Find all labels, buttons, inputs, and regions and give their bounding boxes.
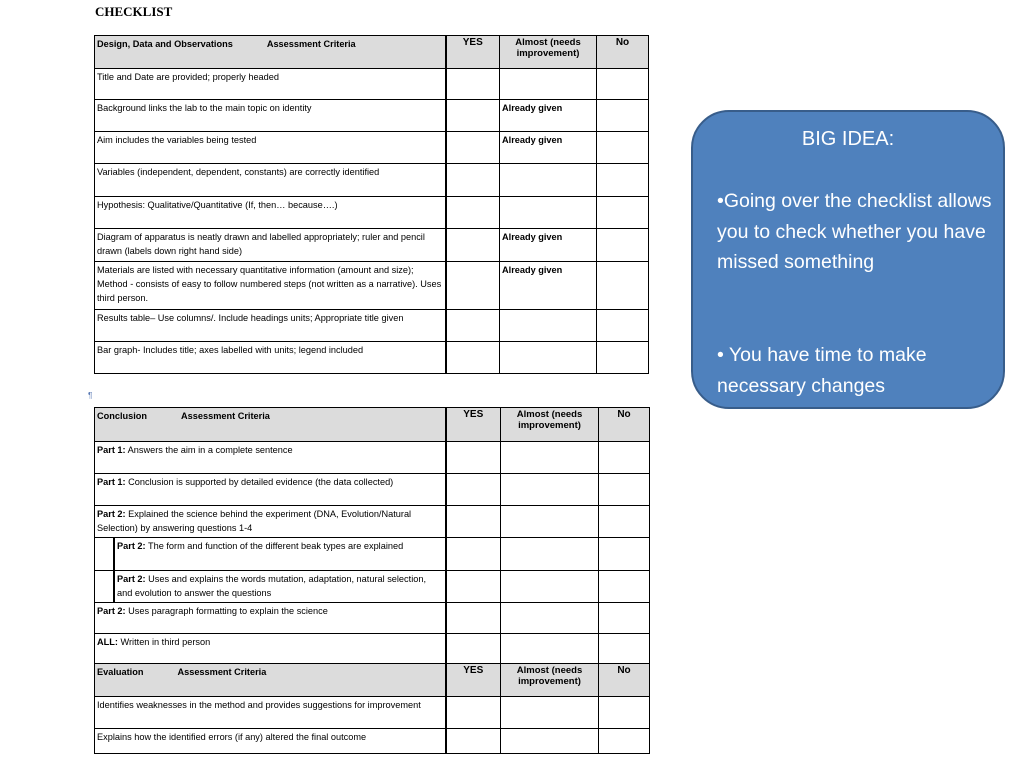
criterion-text: Explains how the identified errors (if any) altered the final outcome (95, 729, 446, 754)
criteria-heading: Assessment Criteria (177, 667, 267, 677)
yes-checkbox-cell (446, 132, 500, 164)
criterion-text: The form and function of the different beak types are explained (148, 541, 404, 551)
criterion-cell (95, 442, 446, 474)
table-row (95, 342, 649, 374)
almost-checkbox-cell[interactable] (501, 506, 599, 538)
criteria-heading: Assessment Criteria (266, 39, 356, 49)
table-row (95, 197, 649, 229)
criterion-cell (95, 634, 446, 664)
almost-checkbox-cell[interactable] (500, 69, 597, 100)
table-row (95, 538, 650, 571)
already-given-note: Already given (500, 229, 597, 262)
almost-checkbox-cell[interactable] (501, 697, 599, 729)
already-given-note: Already given (500, 132, 597, 164)
yes-heading: YES (446, 408, 501, 442)
yes-checkbox-cell[interactable] (446, 538, 501, 571)
part-label: ALL: (97, 637, 118, 647)
already-given-note: Already given (500, 262, 597, 310)
criterion-text: Explained the science behind the experiment (DNA, Evolution/Natural Selection) by answering questions 1-4 (97, 509, 412, 533)
almost-checkbox-cell[interactable] (501, 634, 599, 664)
no-heading: No (599, 664, 650, 697)
almost-checkbox-cell[interactable] (501, 571, 599, 603)
no-checkbox-cell[interactable] (597, 342, 649, 374)
no-checkbox-cell[interactable] (597, 310, 649, 342)
yes-heading: YES (446, 664, 501, 697)
almost-checkbox-cell[interactable] (501, 603, 599, 634)
part-label: Part 2: (117, 541, 146, 551)
no-checkbox-cell[interactable] (599, 729, 650, 754)
yes-checkbox-cell[interactable] (446, 603, 501, 634)
table-row (95, 634, 650, 664)
table-row (95, 474, 650, 506)
yes-checkbox-cell[interactable] (446, 729, 501, 754)
part-label: Part 1: (97, 445, 126, 455)
criterion-text: Title and Date are provided; properly headed (95, 69, 446, 100)
criterion-text: Hypothesis: Qualitative/Quantitative (If, then… because….) (95, 197, 446, 229)
no-checkbox-cell[interactable] (597, 197, 649, 229)
almost-checkbox-cell[interactable] (501, 538, 599, 571)
criterion-text: Background links the lab to the main topic on identity (95, 100, 446, 132)
criterion-text: Identifies weaknesses in the method and provides suggestions for improvement (95, 697, 446, 729)
paragraph-mark-icon: ¶ (88, 391, 93, 400)
criterion-text: Aim includes the variables being tested (95, 132, 446, 164)
criterion-text: Variables (independent, dependent, constants) are correctly identified (95, 164, 446, 197)
criterion-text: Written in third person (120, 637, 211, 647)
almost-heading: Almost (needs improvement) (501, 408, 599, 442)
yes-checkbox-cell[interactable] (446, 634, 501, 664)
no-checkbox-cell[interactable] (599, 538, 650, 571)
yes-checkbox-cell[interactable] (446, 342, 500, 374)
header-criteria-cell (95, 408, 446, 442)
no-checkbox-cell[interactable] (599, 506, 650, 538)
section-heading: Evaluation (97, 667, 144, 677)
table-row (95, 506, 650, 538)
no-heading: No (599, 408, 650, 442)
no-checkbox-cell[interactable] (597, 262, 649, 310)
table-row (95, 571, 650, 603)
yes-checkbox-cell[interactable] (446, 164, 500, 197)
almost-heading: Almost (needs improvement) (500, 36, 597, 69)
big-idea-title: BIG IDEA: (801, 128, 895, 150)
table-row (95, 262, 649, 310)
table-row (95, 69, 649, 100)
header-criteria-cell (95, 664, 446, 697)
no-checkbox-cell[interactable] (599, 697, 650, 729)
part-label: Part 2: (97, 606, 126, 616)
yes-checkbox-cell[interactable] (446, 310, 500, 342)
no-checkbox-cell[interactable] (597, 229, 649, 262)
yes-checkbox-cell (446, 100, 500, 132)
almost-heading: Almost (needs improvement) (501, 664, 599, 697)
almost-checkbox-cell[interactable] (501, 729, 599, 754)
big-idea-point: •Going over the checklist allows you to check whether you have missed something (717, 190, 992, 273)
big-idea-point: • You have time to make necessary changes (717, 344, 927, 397)
yes-checkbox-cell (446, 229, 500, 262)
section-heading: Conclusion (97, 411, 148, 421)
no-checkbox-cell[interactable] (599, 442, 650, 474)
almost-checkbox-cell[interactable] (500, 197, 597, 229)
criterion-text: Uses paragraph formatting to explain the science (128, 606, 328, 616)
conclusion-checklist-table (94, 407, 650, 754)
part-label: Part 2: (97, 509, 126, 519)
criterion-text: Results table– Use columns/. Include headings units; Appropriate title given (95, 310, 446, 342)
table-row (95, 164, 649, 197)
yes-checkbox-cell (446, 262, 500, 310)
no-checkbox-cell[interactable] (599, 571, 650, 603)
criterion-text: Diagram of apparatus is neatly drawn and labelled appropriately; ruler and pencil drawn (labels down right hand side) (95, 229, 446, 262)
criterion-text: Answers the aim in a complete sentence (127, 445, 293, 455)
table-row (95, 132, 649, 164)
table-row (95, 729, 650, 754)
almost-checkbox-cell[interactable] (500, 342, 597, 374)
no-checkbox-cell[interactable] (597, 132, 649, 164)
criterion-text: Bar graph- Includes title; axes labelled with units; legend included (95, 342, 446, 374)
criterion-text: Conclusion is supported by detailed evidence (the data collected) (128, 477, 394, 487)
header-criteria-cell (95, 36, 446, 69)
table-row (95, 603, 650, 634)
design-checklist-table (94, 35, 649, 374)
part-label: Part 2: (117, 574, 146, 584)
table-row (95, 229, 649, 262)
table-header-row (95, 36, 649, 69)
almost-checkbox-cell[interactable] (501, 474, 599, 506)
no-checkbox-cell[interactable] (597, 100, 649, 132)
criteria-heading: Assessment Criteria (181, 411, 270, 421)
no-checkbox-cell[interactable] (597, 164, 649, 197)
no-checkbox-cell[interactable] (599, 474, 650, 506)
criterion-cell (95, 474, 446, 506)
part-label: Part 1: (97, 477, 126, 487)
yes-checkbox-cell[interactable] (446, 442, 501, 474)
almost-checkbox-cell[interactable] (501, 442, 599, 474)
big-idea-callout (691, 110, 1005, 409)
yes-checkbox-cell[interactable] (446, 506, 501, 538)
no-checkbox-cell[interactable] (597, 69, 649, 100)
already-given-note: Already given (500, 100, 597, 132)
almost-checkbox-cell[interactable] (500, 310, 597, 342)
yes-checkbox-cell[interactable] (446, 571, 501, 603)
yes-checkbox-cell[interactable] (446, 69, 500, 100)
no-heading: No (597, 36, 649, 69)
criterion-text: Materials are listed with necessary quantitative information (amount and size); Method - consists of easy to follow numbered steps (not written as a narrative). Uses third person. (95, 262, 446, 310)
yes-checkbox-cell[interactable] (446, 197, 500, 229)
yes-heading: YES (446, 36, 500, 69)
criterion-text: Uses and explains the words mutation, adaptation, natural selection, and evolution to answer the questions (117, 574, 427, 598)
criterion-cell (95, 538, 446, 571)
yes-checkbox-cell[interactable] (446, 474, 501, 506)
criterion-cell (95, 603, 446, 634)
no-checkbox-cell[interactable] (599, 603, 650, 634)
criterion-cell (95, 506, 446, 538)
almost-checkbox-cell[interactable] (500, 164, 597, 197)
no-checkbox-cell[interactable] (599, 634, 650, 664)
table-row (95, 100, 649, 132)
table-row (95, 697, 650, 729)
table-row (95, 310, 649, 342)
yes-checkbox-cell[interactable] (446, 697, 501, 729)
table-header-row (95, 408, 650, 442)
checklist-title: CHECKLIST (95, 4, 173, 19)
table-row (95, 442, 650, 474)
table-header-row (95, 664, 650, 697)
section-heading: Design, Data and Observations (97, 39, 233, 49)
criterion-cell (95, 571, 446, 603)
